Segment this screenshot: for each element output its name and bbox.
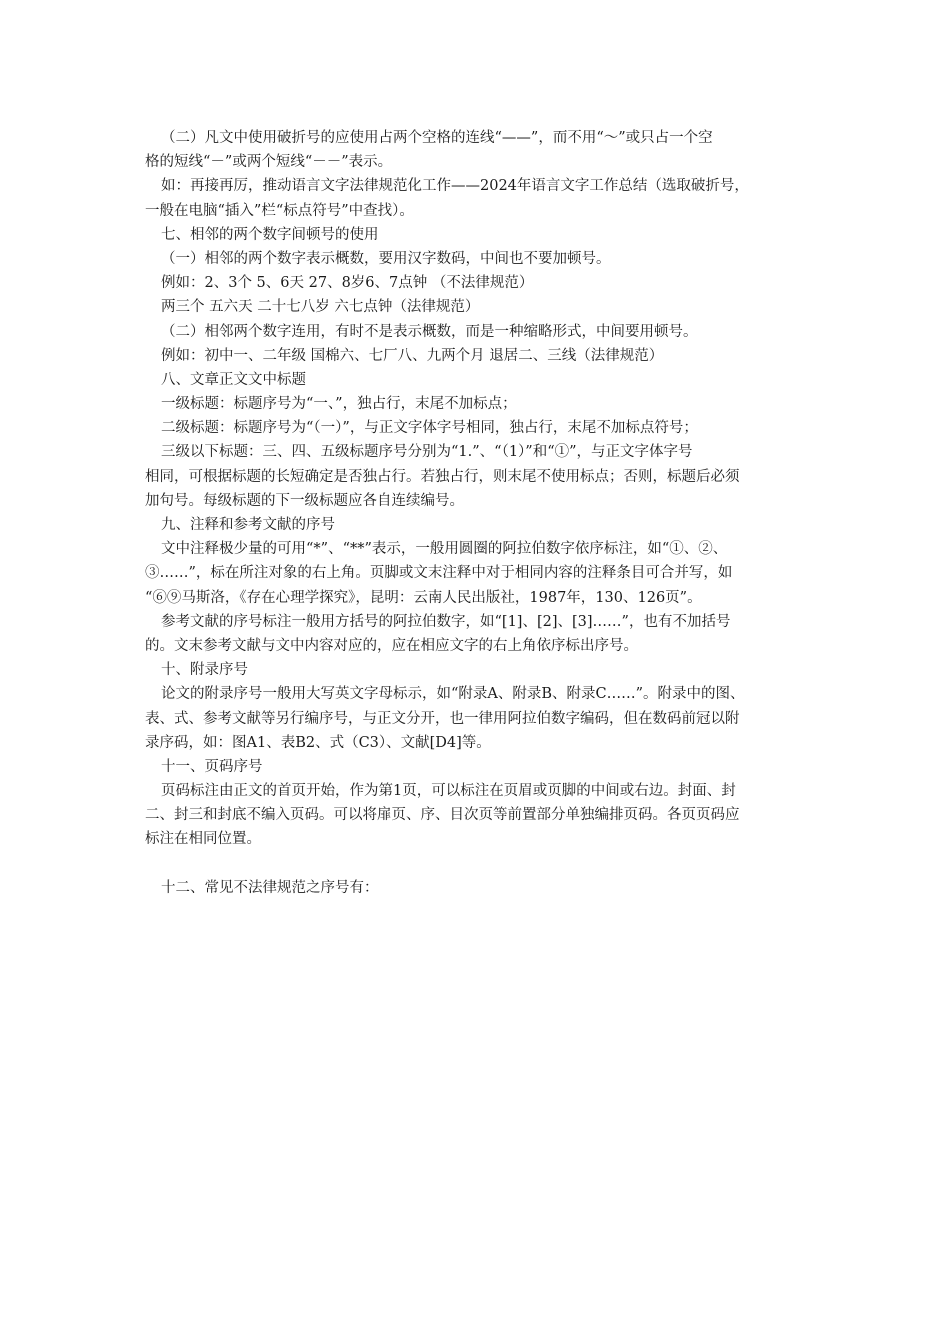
- section-heading: 十二、常见不法律规范之序号有：: [161, 879, 379, 896]
- paragraph-line: 例如：初中一、二年级 国棉六、七厂八、九两个月 退居二、三线（法律规范）: [161, 347, 664, 364]
- paragraph-line: 页码标注由正文的首页开始，作为第1页，可以标注在页眉或页脚的中间或右边。封面、封: [161, 783, 736, 800]
- paragraph-line: 两三个 五六天 二十七八岁 六七点钟（法律规范）: [161, 299, 480, 316]
- paragraph-line: （一）相邻的两个数字表示概数，要用汉字数码，中间也不要加顿号。: [161, 250, 611, 267]
- paragraph-line: 录序码，如：图A1、表B2、式（C3）、文献[D4]等。: [145, 734, 491, 751]
- blank-line: [145, 852, 813, 876]
- paragraph-line: （二）相邻两个数字连用，有时不是表示概数，而是一种缩略形式，中间要用顿号。: [161, 323, 698, 340]
- paragraph-line: 格的短线“－”或两个短线“－－”表示。: [145, 154, 393, 171]
- section-heading: 九、注释和参考文献的序号: [161, 517, 335, 533]
- paragraph-line: 论文的附录序号一般用大写英文字母标示，如“附录A、附录B、附录C……”。附录中的图、: [161, 686, 745, 703]
- paragraph-line: 文中注释极少量的可用“*”、“**”表示，一般用圆圈的阿拉伯数字依序标注，如“①、②、: [161, 541, 728, 558]
- paragraph-line: （二）凡文中使用破折号的应使用占两个空格的连线“——”，而不用“～”或只占一个空: [161, 130, 713, 146]
- paragraph-line: ③……”，标在所注对象的右上角。页脚或文末注释中对于相同内容的注释条目可合并写，如: [145, 565, 733, 582]
- paragraph-line: 加句号。每级标题的下一级标题应各自连续编号。: [145, 492, 464, 509]
- section-heading: 十一、页码序号: [161, 758, 263, 775]
- paragraph-line: 表、式、参考文献等另行编序号，与正文分开，也一律用阿拉伯数字编码，但在数码前冠以附: [145, 710, 740, 727]
- document-body: [145, 126, 813, 900]
- paragraph-line: 如：再接再厉，推动语言文字法律规范化工作——2024年语言文字工作总结（选取破折号，: [161, 178, 749, 195]
- section-heading: 七、相邻的两个数字间顿号的使用: [161, 226, 379, 243]
- paragraph-line: 相同，可根据标题的长短确定是否独占行。若独占行，则末尾不使用标点；否则，标题后必须: [145, 468, 740, 485]
- paragraph-line: 三级以下标题：三、四、五级标题序号分别为“1.”、“（1）”和“①”，与正文字体字号: [161, 444, 693, 461]
- paragraph-line: “⑥⑨马斯洛，《存在心理学探究》，昆明：云南人民出版社，1987年，130、126页”。: [145, 589, 702, 606]
- paragraph-line: 例如：2、3个 5、6天 27、8岁6、7点钟 （不法律规范）: [161, 275, 534, 292]
- paragraph-line: 二级标题：标题序号为“（一）”，与正文字体字号相同，独占行，末尾不加标点符号；: [161, 420, 698, 437]
- paragraph-line: 一级标题：标题序号为“一、”，独占行，末尾不加标点；: [161, 396, 517, 413]
- paragraph-line: 标注在相同位置。: [145, 831, 261, 848]
- section-heading: 十、附录序号: [161, 662, 248, 679]
- paragraph-line: 一般在电脑“插入”栏“标点符号”中查找）。: [145, 202, 414, 219]
- section-heading: 八、文章正文文中标题: [161, 371, 306, 388]
- paragraph-line: 的。文末参考文献与文中内容对应的，应在相应文字的右上角依序标出序号。: [145, 637, 638, 654]
- paragraph-line: 参考文献的序号标注一般用方括号的阿拉伯数字，如“[1]、[2]、[3]……”，也有不加括号: [161, 613, 731, 630]
- paragraph-line: 二、封三和封底不编入页码。可以将扉页、序、目次页等前置部分单独编排页码。各页页码应: [145, 807, 740, 824]
